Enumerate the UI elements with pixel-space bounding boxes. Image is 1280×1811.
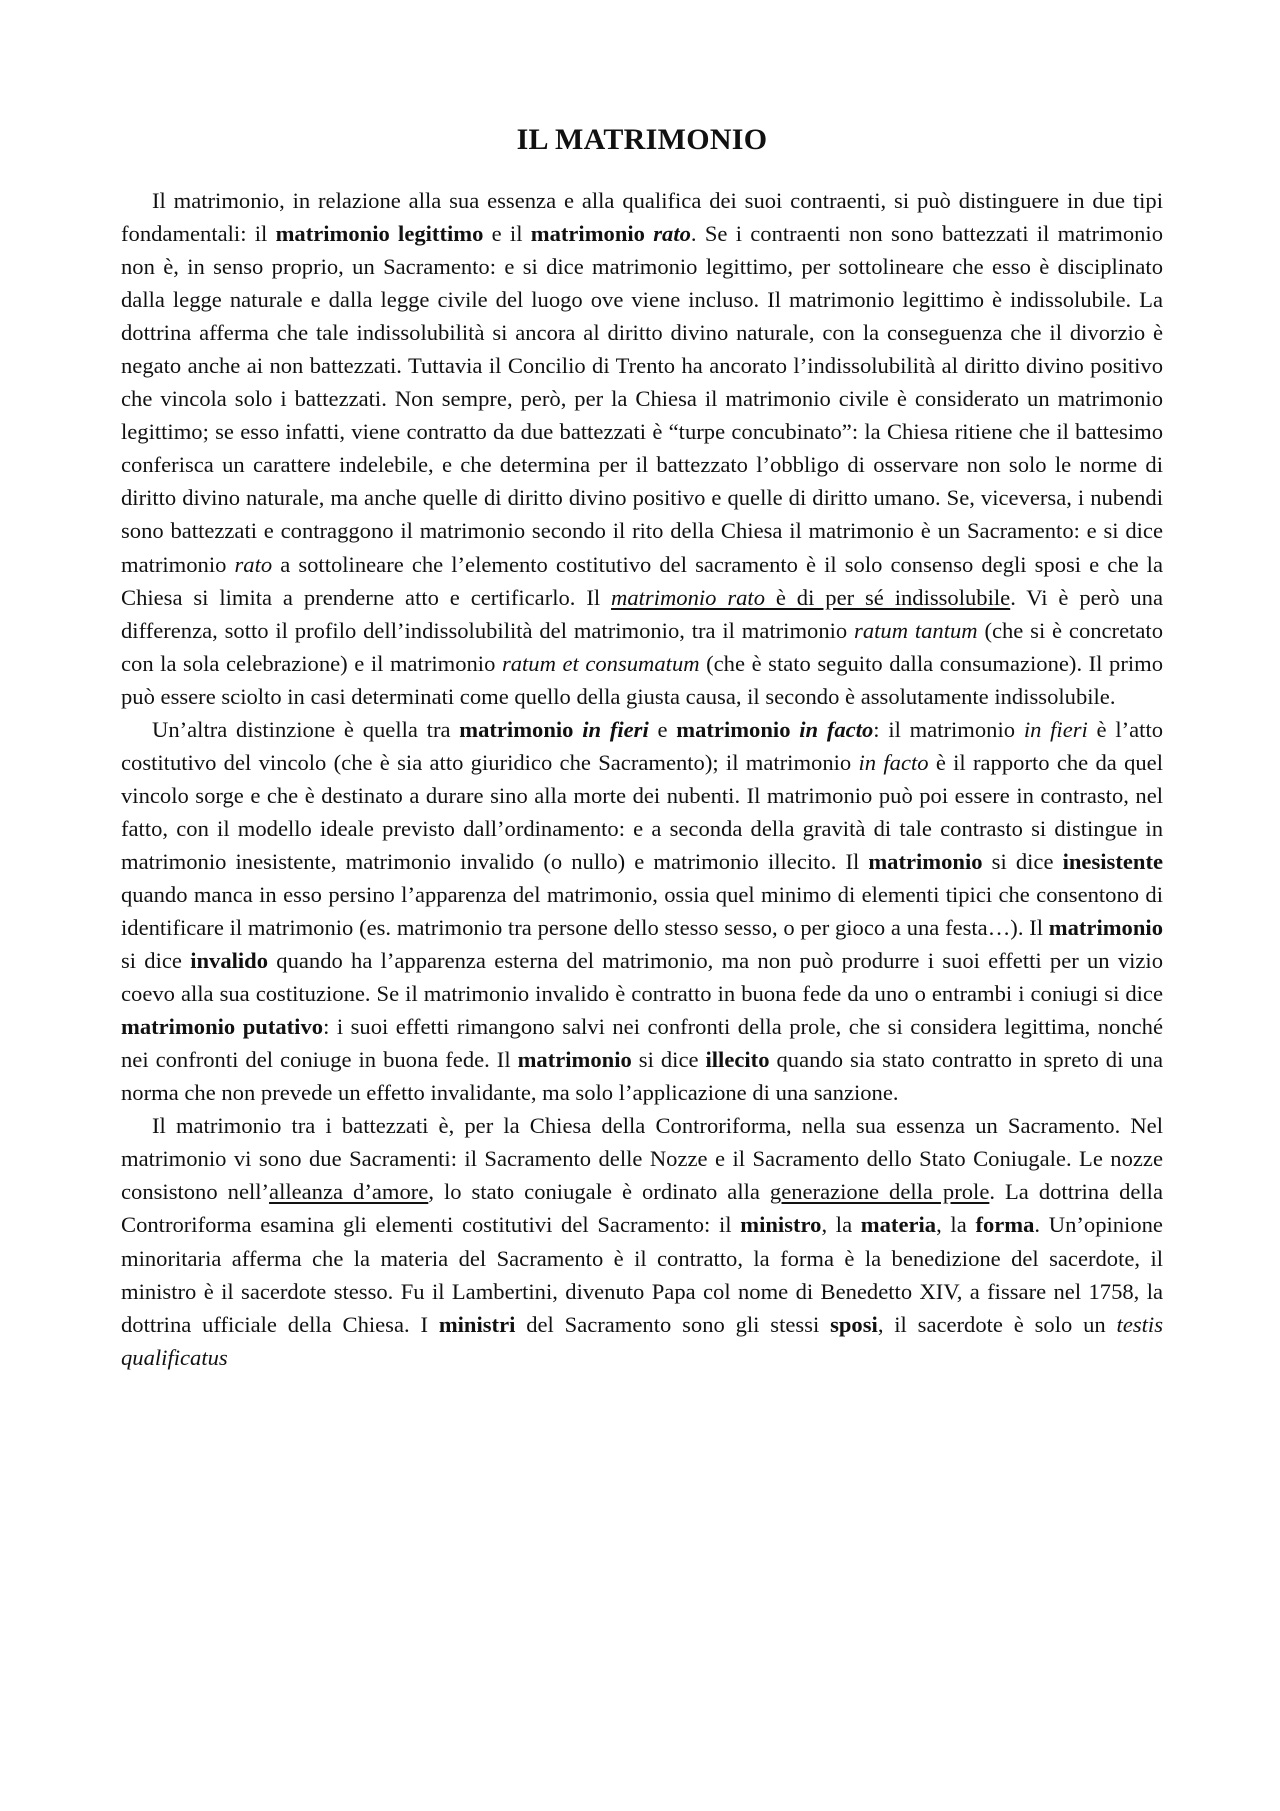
text-run: : il matrimonio (873, 716, 1024, 742)
text-run: . Un’opinione minoritaria afferma che la materia del Sacramento è il contratto, la forma è la benedizione del sacerdote, il ministro è il sacerdote stesso. Fu il Lambertini, divenuto Papa col nome di Benedetto XIV, a fissare nel 1758, la dottrina ufficiale della Chiesa. I (121, 1212, 1163, 1337)
text-run: si dice (631, 1047, 706, 1073)
text-run: invalido (190, 948, 269, 974)
text-run: in fieri (582, 716, 649, 742)
page-title: IL MATRIMONIO (516, 123, 768, 156)
text-run: (che è stato seguito dalla consumazione). Il primo può essere sciolto in casi determinati come quello della giusta causa, il secondo è assolutamente indissolubile. (121, 650, 1163, 709)
text-run: si dice (121, 948, 191, 974)
text-run: quando manca in esso persino l’apparenza del matrimonio, ossia quel minimo di elementi tipici che consentono di identificare il matrimonio (es. matrimonio tra persone dello stesso sesso, o per gioco a una festa…). Il (121, 881, 1163, 941)
text-run: matrimonio legittimo (275, 221, 484, 247)
text-run: . Se i contraenti non sono battezzati il matrimonio non è, in senso proprio, un Sacramento: e si dice matrimonio legittimo, per sottolineare che esso è disciplinato dalla legge naturale e dalla legge civile del luogo ove viene incluso. Il matrimonio legittimo è indissolubile. La dottrina afferma che tale indissolubilità si ancora al diritto divino naturale, con la conseguenza che il divorzio è negato anche ai non battezzati. Tuttavia il Concilio di Trento ha ancorato l’indissolubilità al diritto divino positivo che vincola solo i battezzati. Non sempre, però, per la Chiesa il matrimonio civile è considerato un matrimonio legittimo; se esso infatti, viene contratto da due battezzati è “turpe concubinato”: la Chiesa ritiene che il battesimo conferisca un carattere indelebile, e che determina per il battezzato l’obbligo di osservare non solo le norme di diritto divino naturale, ma anche quelle di diritto divino positivo e quelle di diritto umano. Se, viceversa, i nubendi sono battezzati e contraggono il matrimonio secondo il rito della Chiesa il matrimonio è un Sacramento: e si dice matrimonio (121, 221, 1163, 577)
text-run: materia (860, 1212, 937, 1238)
text-run: : i suoi effetti rimangono salvi nei confronti della prole, che si considera legittima, nonché nei confronti del coniuge in buona fede. Il (121, 1014, 1164, 1073)
text-run: matrimonio (530, 221, 654, 247)
text-run: in facto (799, 716, 874, 742)
text-run: si dice (982, 848, 1063, 874)
text-run: del Sacramento sono gli stessi (515, 1311, 831, 1337)
text-run: forma (975, 1212, 1035, 1238)
text-run: quando sia stato contratto in spreto di una norma che non prevede un effetto invalidante, ma solo l’applicazione di una sanzione. (121, 1047, 1163, 1106)
text-run: ministro (740, 1212, 822, 1238)
text-run: in facto (858, 749, 929, 775)
text-run: è di per sé indissolubile (765, 584, 1011, 610)
text-run: illecito (705, 1047, 770, 1073)
text-run: Il matrimonio tra i battezzati è, per la Chiesa della Controriforma, nella sua essenza un Sacramento. Nel matrimonio vi sono due Sacramenti: il Sacramento delle Nozze e il Sacramento dello Stato Coniugale. Le nozze consistono nell’ (121, 1113, 1163, 1205)
text-run: in fieri (1023, 716, 1088, 742)
text-run: inesistente (1062, 848, 1163, 874)
text-run: matrimonio (868, 848, 983, 874)
text-run: rato (653, 221, 691, 247)
text-run: matrimonio putativo (121, 1014, 324, 1040)
text-run: a sottolineare che l’elemento costitutivo del sacramento è il solo consenso degli sposi e che la Chiesa si limita a prenderne atto e certificarlo. Il (121, 551, 1163, 610)
text-run: , lo stato coniugale è ordinato alla (428, 1179, 770, 1205)
text-run: , il sacerdote è solo un (877, 1311, 1117, 1337)
text-run: , la (936, 1212, 976, 1238)
text-run: e il (483, 221, 531, 247)
text-run: e (648, 716, 677, 742)
text-run: matrimonio (459, 716, 583, 742)
text-run: matrimonio (676, 716, 800, 742)
text-run: matrimonio (1048, 915, 1163, 941)
paragraph (121, 1109, 1163, 1373)
document-page (121, 118, 1163, 1374)
text-run: rato (234, 551, 273, 577)
text-run: alleanza d’amore (269, 1179, 429, 1205)
paragraph (121, 184, 1163, 713)
text-run: sposi (830, 1311, 878, 1337)
text-run: . La dottrina della Controriforma esamina gli elementi costitutivi del Sacramento: il (121, 1179, 1163, 1238)
text-run: ministri (438, 1311, 516, 1337)
text-run: ratum tantum (854, 617, 978, 643)
text-run: Un’altra distinzione è quella tra (152, 716, 460, 742)
text-run: ratum et consumatum (501, 650, 700, 676)
text-run: . Vi è però una differenza, sotto il profilo dell’indissolubilità del matrimonio, tra il matrimonio (121, 584, 1163, 643)
text-run: matrimonio rato (611, 584, 766, 610)
text-run: quando ha l’apparenza esterna del matrimonio, ma non può produrre i suoi effetti per un vizio coevo alla sua costituzione. Se il matrimonio invalido è contratto in buona fede da uno o entrambi i coniugi si dice (121, 948, 1163, 1007)
text-run: è l’atto costitutivo del vincolo (che è sia atto giuridico che Sacramento); il matrimonio (121, 716, 1164, 775)
text-run: è il rapporto che da quel vincolo sorge e che è destinato a durare sino alla morte dei nubenti. Il matrimonio può poi essere in contrasto, nel fatto, con il modello ideale previsto dall’ordinamento: e a seconda della gravità di tale contrasto si distingue in matrimonio inesistente, matrimonio invalido (o nullo) e matrimonio illecito. Il (121, 749, 1163, 874)
text-run: testis qualificatus (121, 1311, 1163, 1370)
text-run: generazione della prole (769, 1179, 990, 1205)
text-run: , la (821, 1212, 861, 1238)
document-body (121, 184, 1163, 1374)
text-run: Il matrimonio, in relazione alla sua essenza e alla qualifica dei suoi contraenti, si può distinguere in due tipi fondamentali: il (121, 188, 1163, 247)
text-run: matrimonio (517, 1047, 632, 1073)
text-run: (che si è concretato con la sola celebrazione) e il matrimonio (121, 617, 1163, 676)
paragraph (121, 713, 1163, 1110)
